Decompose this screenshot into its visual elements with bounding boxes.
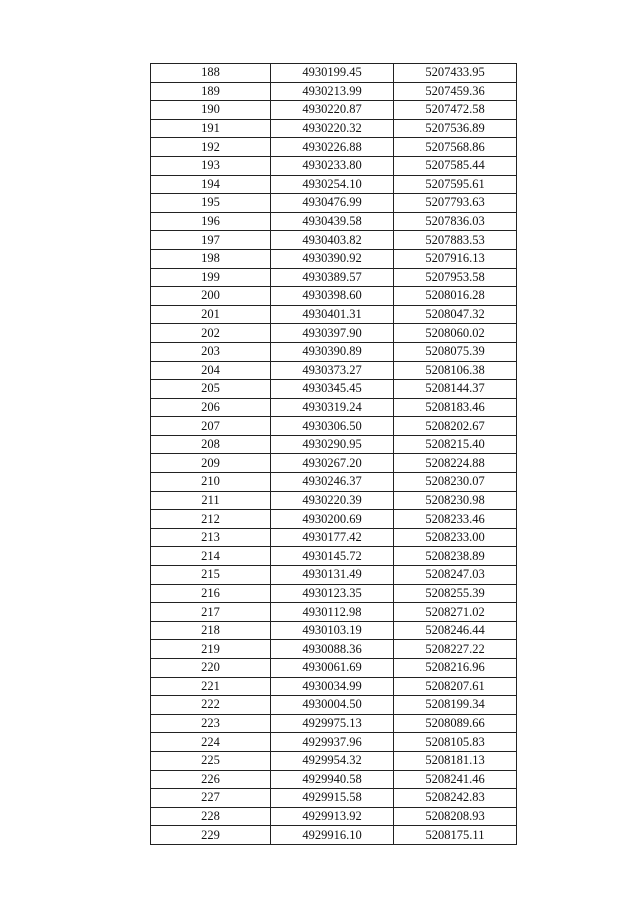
table-row — [151, 491, 517, 510]
point-number-cell: 192 — [151, 138, 271, 157]
y-coordinate-cell: 5208216.96 — [394, 659, 517, 678]
point-number-cell: 200 — [151, 287, 271, 306]
y-coordinate-cell: 5208105.83 — [394, 733, 517, 752]
point-number-cell: 216 — [151, 584, 271, 603]
table-row — [151, 435, 517, 454]
point-number-cell: 215 — [151, 566, 271, 585]
point-number-cell: 205 — [151, 380, 271, 399]
x-coordinate-cell: 4930131.49 — [271, 566, 394, 585]
y-coordinate-cell: 5207472.58 — [394, 101, 517, 120]
table-row — [151, 342, 517, 361]
y-coordinate-cell: 5208175.11 — [394, 826, 517, 845]
point-number-cell: 201 — [151, 305, 271, 324]
y-coordinate-cell: 5207836.03 — [394, 212, 517, 231]
y-coordinate-cell: 5208207.61 — [394, 677, 517, 696]
y-coordinate-cell: 5208233.00 — [394, 528, 517, 547]
point-number-cell: 219 — [151, 640, 271, 659]
point-number-cell: 210 — [151, 473, 271, 492]
point-number-cell: 195 — [151, 194, 271, 213]
point-number-cell: 211 — [151, 491, 271, 510]
x-coordinate-cell: 4930267.20 — [271, 454, 394, 473]
x-coordinate-cell: 4930220.87 — [271, 101, 394, 120]
point-number-cell: 188 — [151, 64, 271, 83]
point-number-cell: 220 — [151, 659, 271, 678]
x-coordinate-cell: 4930088.36 — [271, 640, 394, 659]
point-number-cell: 193 — [151, 156, 271, 175]
y-coordinate-cell: 5208181.13 — [394, 751, 517, 770]
x-coordinate-cell: 4929940.58 — [271, 770, 394, 789]
table-row — [151, 101, 517, 120]
x-coordinate-cell: 4930200.69 — [271, 510, 394, 529]
y-coordinate-cell: 5208199.34 — [394, 696, 517, 715]
y-coordinate-cell: 5208202.67 — [394, 417, 517, 436]
table-row — [151, 751, 517, 770]
point-number-cell: 203 — [151, 342, 271, 361]
x-coordinate-cell: 4930290.95 — [271, 435, 394, 454]
table-row — [151, 621, 517, 640]
x-coordinate-cell: 4929915.58 — [271, 789, 394, 808]
y-coordinate-cell: 5208060.02 — [394, 324, 517, 343]
x-coordinate-cell: 4930401.31 — [271, 305, 394, 324]
table-row — [151, 156, 517, 175]
table-row — [151, 659, 517, 678]
x-coordinate-cell: 4930004.50 — [271, 696, 394, 715]
y-coordinate-cell: 5207883.53 — [394, 231, 517, 250]
table-row — [151, 380, 517, 399]
x-coordinate-cell: 4930398.60 — [271, 287, 394, 306]
point-number-cell: 207 — [151, 417, 271, 436]
table-row — [151, 212, 517, 231]
point-number-cell: 189 — [151, 82, 271, 101]
point-number-cell: 190 — [151, 101, 271, 120]
y-coordinate-cell: 5207585.44 — [394, 156, 517, 175]
table-row — [151, 714, 517, 733]
x-coordinate-cell: 4930345.45 — [271, 380, 394, 399]
x-coordinate-cell: 4930220.32 — [271, 119, 394, 138]
table-row — [151, 789, 517, 808]
table-row — [151, 268, 517, 287]
table-row — [151, 826, 517, 845]
table-row — [151, 640, 517, 659]
table-row — [151, 473, 517, 492]
y-coordinate-cell: 5208047.32 — [394, 305, 517, 324]
table-row — [151, 547, 517, 566]
x-coordinate-cell: 4930061.69 — [271, 659, 394, 678]
x-coordinate-cell: 4929916.10 — [271, 826, 394, 845]
x-coordinate-cell: 4930476.99 — [271, 194, 394, 213]
y-coordinate-cell: 5208246.44 — [394, 621, 517, 640]
point-number-cell: 196 — [151, 212, 271, 231]
point-number-cell: 225 — [151, 751, 271, 770]
x-coordinate-cell: 4930213.99 — [271, 82, 394, 101]
x-coordinate-cell: 4930397.90 — [271, 324, 394, 343]
x-coordinate-cell: 4930254.10 — [271, 175, 394, 194]
point-number-cell: 206 — [151, 398, 271, 417]
point-number-cell: 221 — [151, 677, 271, 696]
table-row — [151, 510, 517, 529]
x-coordinate-cell: 4930034.99 — [271, 677, 394, 696]
y-coordinate-cell: 5208144.37 — [394, 380, 517, 399]
y-coordinate-cell: 5207536.89 — [394, 119, 517, 138]
y-coordinate-cell: 5207916.13 — [394, 249, 517, 268]
y-coordinate-cell: 5208241.46 — [394, 770, 517, 789]
y-coordinate-cell: 5207459.36 — [394, 82, 517, 101]
point-number-cell: 223 — [151, 714, 271, 733]
table-row — [151, 696, 517, 715]
x-coordinate-cell: 4930403.82 — [271, 231, 394, 250]
table-row — [151, 175, 517, 194]
point-number-cell: 227 — [151, 789, 271, 808]
y-coordinate-cell: 5208230.98 — [394, 491, 517, 510]
y-coordinate-cell: 5208224.88 — [394, 454, 517, 473]
point-number-cell: 199 — [151, 268, 271, 287]
table-row — [151, 231, 517, 250]
table-row — [151, 603, 517, 622]
y-coordinate-cell: 5208208.93 — [394, 807, 517, 826]
x-coordinate-cell: 4930112.98 — [271, 603, 394, 622]
table-row — [151, 119, 517, 138]
x-coordinate-cell: 4930123.35 — [271, 584, 394, 603]
point-number-cell: 224 — [151, 733, 271, 752]
y-coordinate-cell: 5208227.22 — [394, 640, 517, 659]
x-coordinate-cell: 4930177.42 — [271, 528, 394, 547]
x-coordinate-cell: 4929913.92 — [271, 807, 394, 826]
y-coordinate-cell: 5208183.46 — [394, 398, 517, 417]
point-number-cell: 217 — [151, 603, 271, 622]
coordinates-table — [150, 63, 517, 845]
x-coordinate-cell: 4930389.57 — [271, 268, 394, 287]
y-coordinate-cell: 5207953.58 — [394, 268, 517, 287]
x-coordinate-cell: 4929954.32 — [271, 751, 394, 770]
y-coordinate-cell: 5208242.83 — [394, 789, 517, 808]
point-number-cell: 198 — [151, 249, 271, 268]
y-coordinate-cell: 5208247.03 — [394, 566, 517, 585]
x-coordinate-cell: 4930306.50 — [271, 417, 394, 436]
point-number-cell: 222 — [151, 696, 271, 715]
x-coordinate-cell: 4929975.13 — [271, 714, 394, 733]
x-coordinate-cell: 4930220.39 — [271, 491, 394, 510]
y-coordinate-cell: 5208238.89 — [394, 547, 517, 566]
table-row — [151, 82, 517, 101]
table-row — [151, 324, 517, 343]
point-number-cell: 212 — [151, 510, 271, 529]
table-row — [151, 528, 517, 547]
y-coordinate-cell: 5208106.38 — [394, 361, 517, 380]
point-number-cell: 209 — [151, 454, 271, 473]
y-coordinate-cell: 5208016.28 — [394, 287, 517, 306]
y-coordinate-cell: 5208255.39 — [394, 584, 517, 603]
table-row — [151, 64, 517, 83]
x-coordinate-cell: 4930199.45 — [271, 64, 394, 83]
table-row — [151, 807, 517, 826]
x-coordinate-cell: 4930246.37 — [271, 473, 394, 492]
point-number-cell: 208 — [151, 435, 271, 454]
point-number-cell: 226 — [151, 770, 271, 789]
x-coordinate-cell: 4930439.58 — [271, 212, 394, 231]
coordinates-table-body — [151, 64, 517, 845]
table-row — [151, 249, 517, 268]
table-row — [151, 398, 517, 417]
point-number-cell: 228 — [151, 807, 271, 826]
point-number-cell: 194 — [151, 175, 271, 194]
table-row — [151, 733, 517, 752]
y-coordinate-cell: 5207568.86 — [394, 138, 517, 157]
table-row — [151, 454, 517, 473]
x-coordinate-cell: 4930390.89 — [271, 342, 394, 361]
point-number-cell: 202 — [151, 324, 271, 343]
table-row — [151, 417, 517, 436]
point-number-cell: 213 — [151, 528, 271, 547]
point-number-cell: 197 — [151, 231, 271, 250]
x-coordinate-cell: 4929937.96 — [271, 733, 394, 752]
y-coordinate-cell: 5208233.46 — [394, 510, 517, 529]
point-number-cell: 204 — [151, 361, 271, 380]
y-coordinate-cell: 5208075.39 — [394, 342, 517, 361]
y-coordinate-cell: 5208215.40 — [394, 435, 517, 454]
x-coordinate-cell: 4930319.24 — [271, 398, 394, 417]
table-row — [151, 287, 517, 306]
y-coordinate-cell: 5208271.02 — [394, 603, 517, 622]
x-coordinate-cell: 4930233.80 — [271, 156, 394, 175]
table-row — [151, 194, 517, 213]
x-coordinate-cell: 4930226.88 — [271, 138, 394, 157]
point-number-cell: 218 — [151, 621, 271, 640]
point-number-cell: 229 — [151, 826, 271, 845]
x-coordinate-cell: 4930390.92 — [271, 249, 394, 268]
table-row — [151, 770, 517, 789]
point-number-cell: 191 — [151, 119, 271, 138]
table-row — [151, 677, 517, 696]
table-row — [151, 305, 517, 324]
table-row — [151, 361, 517, 380]
point-number-cell: 214 — [151, 547, 271, 566]
table-row — [151, 138, 517, 157]
table-row — [151, 584, 517, 603]
y-coordinate-cell: 5207433.95 — [394, 64, 517, 83]
y-coordinate-cell: 5207595.61 — [394, 175, 517, 194]
table-row — [151, 566, 517, 585]
y-coordinate-cell: 5207793.63 — [394, 194, 517, 213]
x-coordinate-cell: 4930373.27 — [271, 361, 394, 380]
x-coordinate-cell: 4930103.19 — [271, 621, 394, 640]
x-coordinate-cell: 4930145.72 — [271, 547, 394, 566]
y-coordinate-cell: 5208230.07 — [394, 473, 517, 492]
y-coordinate-cell: 5208089.66 — [394, 714, 517, 733]
